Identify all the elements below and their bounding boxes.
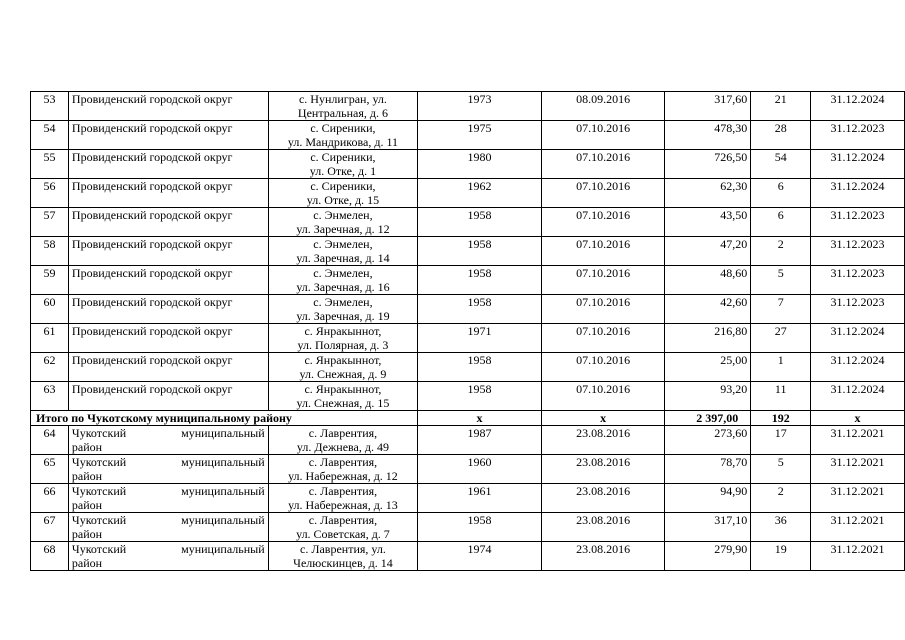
municipality — [68, 513, 268, 542]
address-line-2: ул. Снежная, д. 9 — [299, 367, 387, 381]
recognition-date: 07.10.2016 — [541, 266, 665, 295]
recognition-date: 23.08.2016 — [541, 542, 665, 571]
total-area: 2 397,00 — [665, 411, 751, 426]
table-row — [31, 542, 905, 571]
resident-count: 19 — [751, 542, 811, 571]
area: 42,60 — [665, 295, 751, 324]
address-line-1: с. Янракыннот, — [304, 324, 382, 338]
total-year: х — [418, 411, 542, 426]
address — [268, 542, 418, 571]
row-number: 67 — [31, 513, 69, 542]
municipality: Провиденский городской округ — [68, 179, 268, 208]
deadline: 31.12.2023 — [811, 208, 905, 237]
recognition-date: 23.08.2016 — [541, 426, 665, 455]
address — [268, 484, 418, 513]
build-year: 1958 — [418, 353, 542, 382]
municipality — [68, 542, 268, 571]
address-line-2: ул. Мандрикова, д. 11 — [287, 135, 398, 149]
address-line-1: с. Энмелен, — [313, 237, 373, 251]
build-year: 1958 — [418, 295, 542, 324]
address — [268, 426, 418, 455]
row-number: 60 — [31, 295, 69, 324]
table-row — [31, 237, 905, 266]
address-line-1: с. Лаврентия, — [308, 484, 378, 498]
table-row — [31, 266, 905, 295]
recognition-date: 08.09.2016 — [541, 92, 665, 121]
municipality-word-2: муниципальный — [181, 455, 265, 469]
address-line-1: с. Энмелен, — [313, 266, 373, 280]
table-row — [31, 455, 905, 484]
build-year: 1958 — [418, 382, 542, 411]
resident-count: 11 — [751, 382, 811, 411]
row-number: 53 — [31, 92, 69, 121]
municipality: Провиденский городской округ — [68, 382, 268, 411]
municipality-line-1 — [72, 542, 265, 556]
address — [268, 208, 418, 237]
municipality: Провиденский городской округ — [68, 353, 268, 382]
table-row — [31, 382, 905, 411]
row-number: 54 — [31, 121, 69, 150]
recognition-date: 07.10.2016 — [541, 382, 665, 411]
municipality-word-1: Чукотский — [71, 484, 127, 498]
address — [268, 513, 418, 542]
deadline: 31.12.2024 — [811, 382, 905, 411]
address-line-2: ул. Снежная, д. 15 — [296, 396, 390, 410]
deadline: 31.12.2024 — [811, 353, 905, 382]
municipality: Провиденский городской округ — [68, 208, 268, 237]
recognition-date: 23.08.2016 — [541, 484, 665, 513]
deadline: 31.12.2023 — [811, 121, 905, 150]
address-line-2: ул. Дежнева, д. 49 — [296, 440, 389, 454]
municipality: Провиденский городской округ — [68, 92, 268, 121]
recognition-date: 07.10.2016 — [541, 237, 665, 266]
deadline: 31.12.2021 — [811, 484, 905, 513]
total-count: 192 — [751, 411, 811, 426]
municipality-word-2: муниципальный — [181, 513, 265, 527]
address-line-2: ул. Полярная, д. 3 — [297, 338, 389, 352]
row-number: 62 — [31, 353, 69, 382]
address — [268, 92, 418, 121]
resident-count: 5 — [751, 266, 811, 295]
address-line-1: с. Лаврентия, — [308, 455, 378, 469]
recognition-date: 07.10.2016 — [541, 295, 665, 324]
deadline: 31.12.2021 — [811, 513, 905, 542]
area: 317,10 — [665, 513, 751, 542]
area: 78,70 — [665, 455, 751, 484]
table-row — [31, 208, 905, 237]
area: 48,60 — [665, 266, 751, 295]
row-number: 64 — [31, 426, 69, 455]
recognition-date: 07.10.2016 — [541, 353, 665, 382]
build-year: 1971 — [418, 324, 542, 353]
deadline: 31.12.2024 — [811, 324, 905, 353]
municipality-word-2: муниципальный — [181, 426, 265, 440]
municipality-word-2: муниципальный — [181, 542, 265, 556]
row-number: 58 — [31, 237, 69, 266]
address — [268, 179, 418, 208]
address-line-2: ул. Отке, д. 15 — [306, 193, 380, 207]
address-line-1: с. Лаврентия, — [308, 426, 378, 440]
build-year: 1958 — [418, 237, 542, 266]
row-number: 66 — [31, 484, 69, 513]
address-line-1: с. Энмелен, — [313, 295, 373, 309]
area: 43,50 — [665, 208, 751, 237]
address-line-1: с. Лаврентия, — [308, 513, 378, 527]
build-year: 1973 — [418, 92, 542, 121]
resident-count: 54 — [751, 150, 811, 179]
resident-count: 6 — [751, 208, 811, 237]
municipality: Провиденский городской округ — [68, 324, 268, 353]
build-year: 1960 — [418, 455, 542, 484]
row-number: 63 — [31, 382, 69, 411]
municipality-word-2: муниципальный — [181, 484, 265, 498]
address — [268, 324, 418, 353]
area: 25,00 — [665, 353, 751, 382]
row-number: 61 — [31, 324, 69, 353]
recognition-date: 07.10.2016 — [541, 121, 665, 150]
deadline: 31.12.2024 — [811, 150, 905, 179]
deadline: 31.12.2021 — [811, 455, 905, 484]
municipality — [68, 426, 268, 455]
area: 279,90 — [665, 542, 751, 571]
table-row — [31, 179, 905, 208]
address — [268, 150, 418, 179]
resident-count: 7 — [751, 295, 811, 324]
resident-count: 2 — [751, 484, 811, 513]
area: 93,20 — [665, 382, 751, 411]
address-line-1: с. Янракыннот, — [304, 353, 382, 367]
build-year: 1958 — [418, 513, 542, 542]
build-year: 1980 — [418, 150, 542, 179]
resident-count: 17 — [751, 426, 811, 455]
address — [268, 353, 418, 382]
address-line-1: с. Нунлигран, ул. — [298, 92, 387, 106]
area: 273,60 — [665, 426, 751, 455]
area: 478,30 — [665, 121, 751, 150]
municipality-line-2: район — [71, 498, 103, 512]
municipality-line-1 — [72, 426, 265, 440]
table-row — [31, 150, 905, 179]
table-row — [31, 295, 905, 324]
municipality: Провиденский городской округ — [68, 295, 268, 324]
table-row — [31, 484, 905, 513]
address-line-2: ул. Советская, д. 7 — [296, 527, 390, 541]
recognition-date: 07.10.2016 — [541, 179, 665, 208]
address — [268, 121, 418, 150]
municipality-line-2: район — [71, 440, 103, 454]
municipality-word-1: Чукотский — [71, 426, 127, 440]
table-row — [31, 513, 905, 542]
build-year: 1975 — [418, 121, 542, 150]
row-number: 57 — [31, 208, 69, 237]
area: 216,80 — [665, 324, 751, 353]
recognition-date: 07.10.2016 — [541, 150, 665, 179]
table-row — [31, 353, 905, 382]
resident-count: 21 — [751, 92, 811, 121]
table-row — [31, 121, 905, 150]
deadline: 31.12.2021 — [811, 542, 905, 571]
address-line-1: с. Сиреники, — [310, 179, 376, 193]
deadline: 31.12.2023 — [811, 266, 905, 295]
recognition-date: 23.08.2016 — [541, 455, 665, 484]
table-row — [31, 426, 905, 455]
build-year: 1958 — [418, 266, 542, 295]
total-row — [31, 411, 905, 426]
table-row — [31, 324, 905, 353]
address-line-2: Центральная, д. 6 — [297, 106, 388, 120]
table-body-provideniya — [31, 92, 905, 411]
address-line-2: ул. Заречная, д. 12 — [296, 222, 390, 236]
address — [268, 295, 418, 324]
municipality-line-1 — [72, 513, 265, 527]
municipality: Провиденский городской округ — [68, 150, 268, 179]
total-label: Итого по Чукотскому муниципальному району — [31, 411, 418, 426]
address-line-2: ул. Заречная, д. 16 — [296, 280, 390, 294]
municipality — [68, 455, 268, 484]
row-number: 55 — [31, 150, 69, 179]
area: 317,60 — [665, 92, 751, 121]
total-date: х — [541, 411, 665, 426]
build-year: 1987 — [418, 426, 542, 455]
area: 94,90 — [665, 484, 751, 513]
municipality-line-2: район — [71, 556, 103, 570]
area: 47,20 — [665, 237, 751, 266]
table-body-chukotsky — [31, 426, 905, 571]
address-line-2: ул. Заречная, д. 14 — [296, 251, 390, 265]
municipality-line-1 — [72, 484, 265, 498]
address-line-2: ул. Заречная, д. 19 — [296, 309, 390, 323]
resident-count: 6 — [751, 179, 811, 208]
table-row — [31, 92, 905, 121]
resident-count: 36 — [751, 513, 811, 542]
address-line-1: с. Лаврентия, ул. — [300, 542, 386, 556]
area: 62,30 — [665, 179, 751, 208]
municipality-word-1: Чукотский — [71, 542, 127, 556]
address-line-2: ул. Набережная, д. 13 — [288, 498, 398, 512]
address — [268, 382, 418, 411]
municipality-line-2: район — [71, 527, 103, 541]
area: 726,50 — [665, 150, 751, 179]
deadline: 31.12.2024 — [811, 92, 905, 121]
resident-count: 28 — [751, 121, 811, 150]
municipality-word-1: Чукотский — [71, 513, 127, 527]
deadline: 31.12.2021 — [811, 426, 905, 455]
municipality-word-1: Чукотский — [71, 455, 127, 469]
recognition-date: 07.10.2016 — [541, 324, 665, 353]
municipality-line-1 — [72, 455, 265, 469]
housing-register-table — [30, 91, 905, 571]
municipality: Провиденский городской округ — [68, 237, 268, 266]
deadline: 31.12.2023 — [811, 295, 905, 324]
municipality-line-2: район — [71, 469, 103, 483]
address — [268, 455, 418, 484]
row-number: 56 — [31, 179, 69, 208]
resident-count: 5 — [751, 455, 811, 484]
municipality — [68, 484, 268, 513]
address — [268, 237, 418, 266]
address — [268, 266, 418, 295]
row-number: 59 — [31, 266, 69, 295]
recognition-date: 07.10.2016 — [541, 208, 665, 237]
municipality: Провиденский городской округ — [68, 266, 268, 295]
address-line-1: с. Сиреники, — [310, 121, 376, 135]
resident-count: 1 — [751, 353, 811, 382]
row-number: 65 — [31, 455, 69, 484]
row-number: 68 — [31, 542, 69, 571]
recognition-date: 23.08.2016 — [541, 513, 665, 542]
total-deadline: х — [811, 411, 905, 426]
build-year: 1962 — [418, 179, 542, 208]
address-line-2: ул. Набережная, д. 12 — [288, 469, 398, 483]
address-line-2: ул. Отке, д. 1 — [309, 164, 377, 178]
resident-count: 27 — [751, 324, 811, 353]
resident-count: 2 — [751, 237, 811, 266]
table-body-total — [31, 411, 905, 426]
address-line-1: с. Энмелен, — [313, 208, 373, 222]
deadline: 31.12.2023 — [811, 237, 905, 266]
address-line-1: с. Янракыннот, — [304, 382, 382, 396]
deadline: 31.12.2024 — [811, 179, 905, 208]
address-line-2: Челюскинцев, д. 14 — [293, 556, 393, 570]
build-year: 1958 — [418, 208, 542, 237]
build-year: 1961 — [418, 484, 542, 513]
build-year: 1974 — [418, 542, 542, 571]
address-line-1: с. Сиреники, — [310, 150, 376, 164]
municipality: Провиденский городской округ — [68, 121, 268, 150]
